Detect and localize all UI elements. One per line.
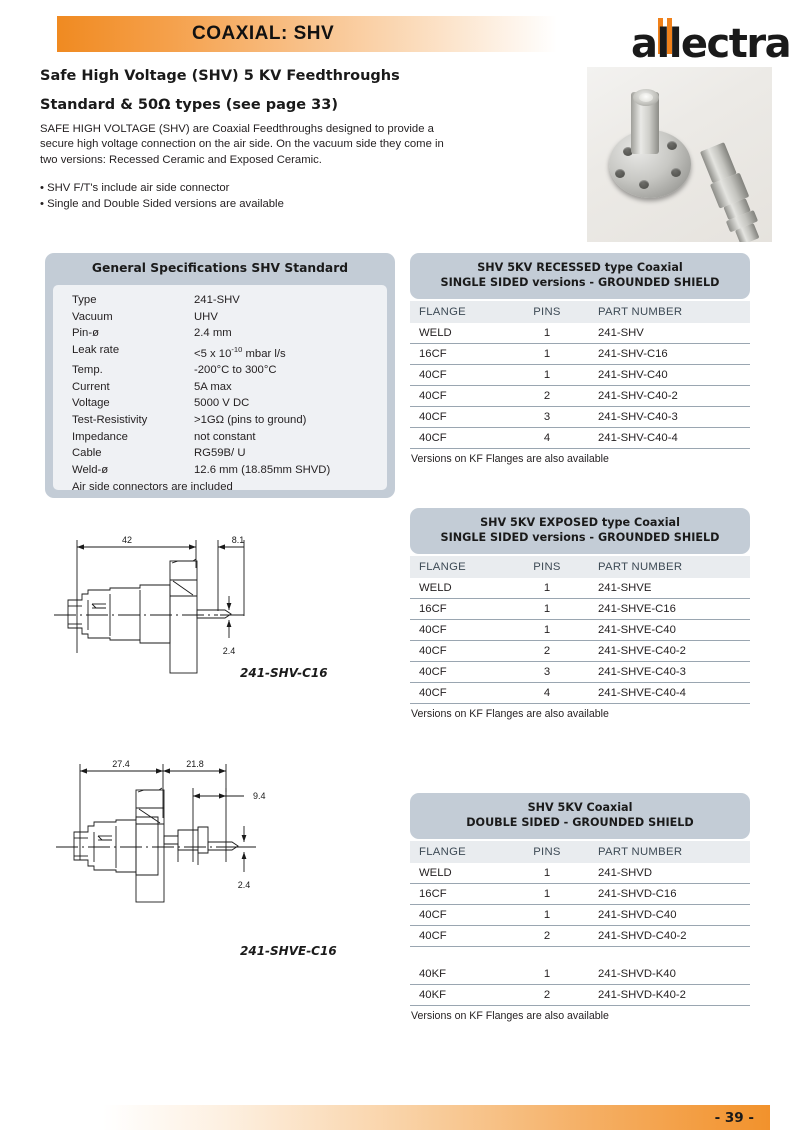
cell-part-number: 241-SHVE-C40 bbox=[598, 624, 676, 636]
table-row bbox=[410, 365, 750, 386]
cell-flange: 16CF bbox=[419, 888, 447, 900]
photo-connector bbox=[700, 142, 762, 242]
cell-flange: 40CF bbox=[419, 666, 447, 678]
column-header-part-number: PART NUMBER bbox=[598, 846, 683, 858]
cell-pins: 1 bbox=[543, 867, 551, 879]
cell-pins: 1 bbox=[543, 582, 551, 594]
cell-pins: 1 bbox=[543, 603, 551, 615]
spec-value: 241-SHV bbox=[194, 294, 240, 306]
table-row bbox=[410, 863, 750, 884]
cell-part-number: 241-SHV-C40 bbox=[598, 369, 668, 381]
spec-row bbox=[53, 309, 387, 326]
dimension-label-8-1: 8.1 bbox=[231, 535, 245, 545]
column-header-pins: PINS bbox=[533, 561, 561, 573]
technical-drawing-shve-c16 bbox=[48, 752, 398, 967]
spec-row bbox=[53, 362, 387, 379]
cell-part-number: 241-SHVE bbox=[598, 582, 652, 594]
table-row bbox=[410, 323, 750, 344]
drawing-svg-1 bbox=[48, 528, 398, 698]
page-number: - 39 - bbox=[714, 1109, 754, 1126]
part-table-recessed bbox=[410, 253, 750, 465]
spec-value: 12.6 mm (18.85mm SHVD) bbox=[194, 463, 331, 476]
list-item: • SHV F/T's include air side connector bbox=[40, 182, 230, 194]
spec-value: <5 x $10^{-10}$ mbar l/s bbox=[194, 344, 286, 360]
spec-key: Impedance bbox=[72, 430, 128, 443]
cell-pins: 2 bbox=[543, 930, 551, 942]
table-title-line2: SINGLE SIDED versions - GROUNDED SHIELD bbox=[440, 530, 720, 544]
part-table-exposed bbox=[410, 508, 750, 720]
table-row bbox=[410, 905, 750, 926]
cell-flange: 40CF bbox=[419, 411, 447, 423]
table-title-line2: DOUBLE SIDED - GROUNDED SHIELD bbox=[466, 815, 694, 829]
spec-footnote: Air side connectors are included bbox=[72, 481, 233, 494]
spec-row bbox=[53, 379, 387, 396]
product-feature-list bbox=[40, 180, 450, 212]
spec-key: Weld-ø bbox=[72, 463, 109, 476]
table-row bbox=[410, 884, 750, 905]
cell-pins: 1 bbox=[543, 624, 551, 636]
spec-panel-title: General Specifications SHV Standard bbox=[91, 261, 349, 275]
column-header-flange: FLANGE bbox=[419, 306, 466, 318]
cell-part-number: 241-SHV-C40-3 bbox=[598, 411, 678, 423]
cell-pins: 2 bbox=[543, 390, 551, 402]
spec-row bbox=[53, 462, 387, 479]
cell-flange: 40CF bbox=[419, 930, 447, 942]
photo-bolt-hole bbox=[615, 169, 625, 178]
cell-flange: WELD bbox=[419, 582, 452, 594]
general-specifications-panel bbox=[45, 253, 395, 498]
table-row bbox=[410, 599, 750, 620]
page-title: COAXIAL: SHV bbox=[192, 23, 335, 44]
cell-part-number: 241-SHVE-C40-4 bbox=[598, 687, 686, 699]
table-column-headers bbox=[410, 841, 750, 863]
spec-value: not constant bbox=[194, 430, 256, 443]
table-row bbox=[410, 344, 750, 365]
allectra-logo bbox=[631, 18, 791, 67]
cell-part-number: 241-SHV-C40-2 bbox=[598, 390, 678, 402]
cell-flange: 40CF bbox=[419, 624, 447, 636]
table-header bbox=[410, 508, 750, 554]
dimension-label-42: 42 bbox=[121, 535, 133, 545]
photo-bolt-hole bbox=[639, 180, 649, 189]
table-row bbox=[410, 985, 750, 1006]
spec-table bbox=[53, 285, 387, 494]
table-row bbox=[410, 926, 750, 947]
drawing-svg-2 bbox=[48, 752, 398, 967]
cell-part-number: 241-SHVE-C16 bbox=[598, 603, 676, 615]
cell-pins: 1 bbox=[543, 327, 551, 339]
spec-value: 5A max bbox=[194, 380, 232, 393]
spec-row bbox=[53, 342, 387, 362]
spec-key: Temp. bbox=[72, 364, 103, 377]
drawing-caption-2: 241-SHVE-C16 bbox=[240, 944, 337, 958]
cell-flange: 40CF bbox=[419, 390, 447, 402]
product-heading-primary: Safe High Voltage (SHV) 5 KV Feedthroughs bbox=[40, 68, 400, 84]
spec-key: Test-Resistivity bbox=[72, 413, 148, 426]
cell-part-number: 241-SHVE-C40-2 bbox=[598, 645, 686, 657]
cell-pins: 1 bbox=[543, 348, 551, 360]
table-row bbox=[410, 578, 750, 599]
spec-value: UHV bbox=[194, 310, 218, 323]
table-title-line2: SINGLE SIDED versions - GROUNDED SHIELD bbox=[440, 275, 720, 289]
table-footnote: Versions on KF Flanges are also available bbox=[411, 708, 609, 720]
spec-value: -200°C to 300°C bbox=[194, 364, 277, 377]
cell-part-number: 241-SHVD bbox=[598, 867, 652, 879]
cell-part-number: 241-SHVE-C40-3 bbox=[598, 666, 686, 678]
column-header-flange: FLANGE bbox=[419, 846, 466, 858]
photo-ceramic-insulator bbox=[639, 93, 653, 102]
cell-pins: 1 bbox=[543, 909, 551, 921]
spec-value: >1GΩ (pins to ground) bbox=[194, 413, 307, 426]
table-title-line1: SHV 5KV RECESSED type Coaxial bbox=[477, 261, 683, 274]
cell-pins: 1 bbox=[543, 968, 551, 980]
spec-row bbox=[53, 429, 387, 446]
dimension-label-27-4: 27.4 bbox=[112, 759, 130, 769]
cell-pins: 1 bbox=[543, 888, 551, 900]
spec-value: RG59B/ U bbox=[194, 447, 246, 460]
table-header bbox=[410, 793, 750, 839]
table-title-line1: SHV 5KV Coaxial bbox=[527, 801, 633, 814]
drawing-caption-1: 241-SHV-C16 bbox=[240, 666, 328, 680]
cell-part-number: 241-SHVD-C40-2 bbox=[598, 930, 687, 942]
column-header-flange: FLANGE bbox=[419, 561, 466, 573]
table-column-headers bbox=[410, 556, 750, 578]
cell-flange: 40CF bbox=[419, 687, 447, 699]
cell-pins: 4 bbox=[543, 432, 551, 444]
spec-key: Leak rate bbox=[72, 343, 120, 356]
product-description: SAFE HIGH VOLTAGE (SHV) are Coaxial Feedthroughs designed to provide a secure high voltage connection on the air side. On the vacuum side they come in two versions: Recessed Ceramic and Exposed Ceramic. bbox=[40, 123, 444, 166]
spec-row bbox=[53, 412, 387, 429]
spec-row bbox=[53, 292, 387, 309]
cell-pins: 2 bbox=[543, 645, 551, 657]
cell-pins: 2 bbox=[543, 989, 551, 1001]
cell-part-number: 241-SHVD-C40 bbox=[598, 909, 677, 921]
cell-flange: 40CF bbox=[419, 909, 447, 921]
page-header-band bbox=[57, 16, 557, 52]
cell-flange: WELD bbox=[419, 867, 452, 879]
spec-key: Cable bbox=[72, 447, 102, 460]
cell-flange: 40CF bbox=[419, 645, 447, 657]
cell-flange: 40CF bbox=[419, 369, 447, 381]
cell-pins: 3 bbox=[543, 666, 551, 678]
table-column-headers bbox=[410, 301, 750, 323]
column-header-pins: PINS bbox=[533, 846, 561, 858]
spec-key: Voltage bbox=[72, 397, 110, 410]
table-section-gap bbox=[410, 947, 750, 964]
spec-key: Pin-ø bbox=[72, 327, 99, 340]
spec-key: Current bbox=[72, 380, 110, 393]
table-footnote: Versions on KF Flanges are also available bbox=[411, 453, 609, 465]
dimension-label-2-4: 2.4 bbox=[222, 646, 236, 656]
table-row bbox=[410, 641, 750, 662]
cell-part-number: 241-SHVD-K40-2 bbox=[598, 989, 686, 1001]
column-header-part-number: PART NUMBER bbox=[598, 306, 683, 318]
table-row bbox=[410, 386, 750, 407]
dimension-label-21-8: 21.8 bbox=[186, 759, 204, 769]
cell-flange: 16CF bbox=[419, 603, 447, 615]
table-row bbox=[410, 620, 750, 641]
cell-pins: 3 bbox=[543, 411, 551, 423]
spec-row bbox=[53, 325, 387, 342]
table-header bbox=[410, 253, 750, 299]
logo-wordmark: allectra bbox=[631, 21, 791, 67]
part-table-double-sided bbox=[410, 793, 750, 1022]
spec-row bbox=[53, 445, 387, 462]
column-header-pins: PINS bbox=[533, 306, 561, 318]
product-heading-secondary: Standard & 50Ω types (see page 33) bbox=[40, 97, 338, 113]
cell-pins: 4 bbox=[543, 687, 551, 699]
cell-part-number: 241-SHVD-C16 bbox=[598, 888, 677, 900]
dimension-label-9-4: 9.4 bbox=[253, 791, 266, 801]
cell-part-number: 241-SHVD-K40 bbox=[598, 968, 676, 980]
spec-row bbox=[53, 395, 387, 412]
cell-part-number: 241-SHV-C16 bbox=[598, 348, 668, 360]
table-title-line1: SHV 5KV EXPOSED type Coaxial bbox=[480, 516, 680, 529]
spec-value: 2.4 mm bbox=[194, 327, 232, 340]
cell-part-number: 241-SHV-C40-4 bbox=[598, 432, 678, 444]
page-footer-band bbox=[103, 1105, 770, 1130]
cell-pins: 1 bbox=[543, 369, 551, 381]
column-header-part-number: PART NUMBER bbox=[598, 561, 683, 573]
technical-drawing-shv-c16 bbox=[48, 528, 398, 698]
cell-flange: 40KF bbox=[419, 989, 447, 1001]
photo-bolt-hole bbox=[671, 168, 681, 177]
table-row bbox=[410, 407, 750, 428]
spec-value: 5000 V DC bbox=[194, 397, 250, 410]
table-row bbox=[410, 428, 750, 449]
cell-flange: 16CF bbox=[419, 348, 447, 360]
table-row bbox=[410, 683, 750, 704]
table-row bbox=[410, 964, 750, 985]
spec-key: Type bbox=[72, 294, 97, 306]
list-item: • Single and Double Sided versions are available bbox=[40, 198, 284, 210]
cell-flange: WELD bbox=[419, 327, 452, 339]
table-row bbox=[410, 662, 750, 683]
dimension-label-2-4: 2.4 bbox=[237, 880, 251, 890]
product-photo bbox=[587, 67, 772, 242]
cell-flange: 40KF bbox=[419, 968, 447, 980]
cell-flange: 40CF bbox=[419, 432, 447, 444]
table-footnote: Versions on KF Flanges are also available bbox=[411, 1010, 609, 1022]
cell-part-number: 241-SHV bbox=[598, 327, 644, 339]
photo-bolt-hole bbox=[667, 141, 677, 150]
spec-key: Vacuum bbox=[72, 310, 113, 323]
